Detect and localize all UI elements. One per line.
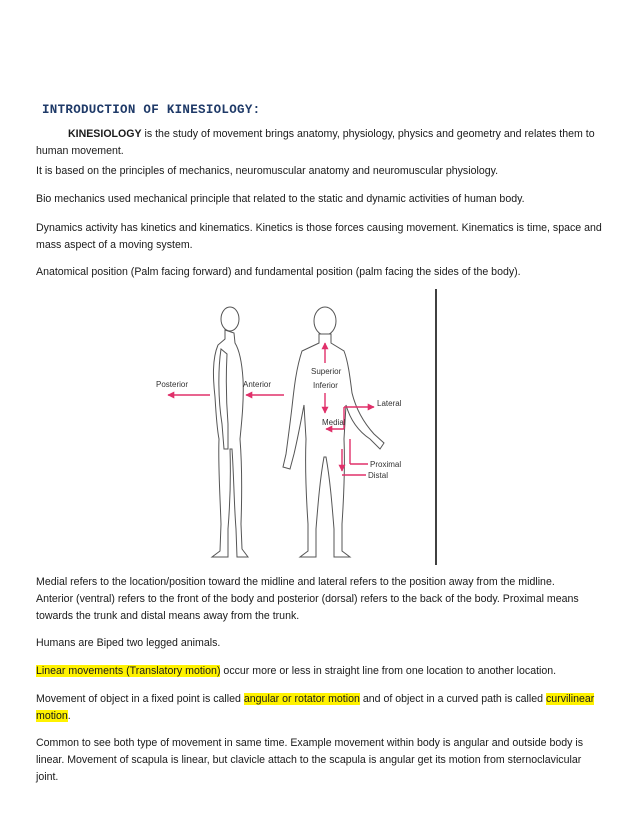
paragraph-biped: Humans are Biped two legged animals. — [36, 637, 221, 649]
paragraph-combined-movement: Common to see both type of movement in same time. Example movement within body is angular and outside body is linear. Movement of scapula is linear, but clavicle attach to the scapula is angular get its motion from sternoclavicular joint. — [36, 737, 584, 783]
term-kinesiology: KINESIOLOGY — [68, 128, 142, 140]
anatomy-diagram — [118, 289, 448, 567]
label-inferior: Inferior — [313, 381, 338, 390]
label-medial: Medial — [322, 418, 346, 427]
label-proximal: Proximal — [370, 460, 402, 469]
paragraph-angular-motion: Movement of object in a fixed point is called angular or rotator motion and of object in a curved path is called curvilinear motion. — [36, 693, 595, 722]
paragraph-dynamics: Dynamics activity has kinetics and kinematics. Kinetics is those forces causing movement. Kinematics is time, space and mass aspect of a moving system. — [36, 222, 602, 251]
anatomical-position-figure — [118, 289, 448, 567]
front-view-body-icon — [283, 307, 384, 557]
paragraph-anatomical-position: Anatomical position (Palm facing forward) and fundamental position (palm facing the sides of the body). — [36, 266, 521, 278]
paragraph-directional-terms: Medial refers to the location/position toward the midline and lateral refers to the position away from the midline. Anterior (ventral) refers to the front of the body and posterior (dorsal) refers to the back of the body. Proximal means towards the trunk and distal means away from the trunk. — [36, 576, 579, 622]
highlight-linear-movements: Linear movements (Translatory motion) — [36, 665, 221, 677]
label-posterior: Posterior — [156, 380, 189, 389]
highlight-angular-motion: angular or rotator motion — [243, 693, 360, 705]
side-view-body-icon — [212, 307, 248, 557]
paragraph-kinesiology-definition: KINESIOLOGY is the study of movement brings anatomy, physiology, physics and geometry and relates them to human movement. — [36, 128, 595, 157]
label-anterior: Anterior — [243, 380, 272, 389]
highlight-curvilinear: curvilinear — [546, 693, 595, 705]
label-distal: Distal — [368, 471, 389, 480]
highlight-motion: motion — [36, 710, 68, 722]
label-lateral: Lateral — [377, 399, 402, 408]
paragraph-biomechanics: Bio mechanics used mechanical principle that related to the static and dynamic activities of human body. — [36, 193, 525, 205]
label-superior: Superior — [311, 367, 342, 376]
page-title: INTRODUCTION OF KINESIOLOGY: — [42, 103, 261, 117]
paragraph-linear-motion: Linear movements (Translatory motion) occur more or less in straight line from one location to another location. — [36, 665, 557, 677]
paragraph-principles: It is based on the principles of mechanics, neuromuscular anatomy and neuromuscular physiology. — [36, 165, 499, 177]
